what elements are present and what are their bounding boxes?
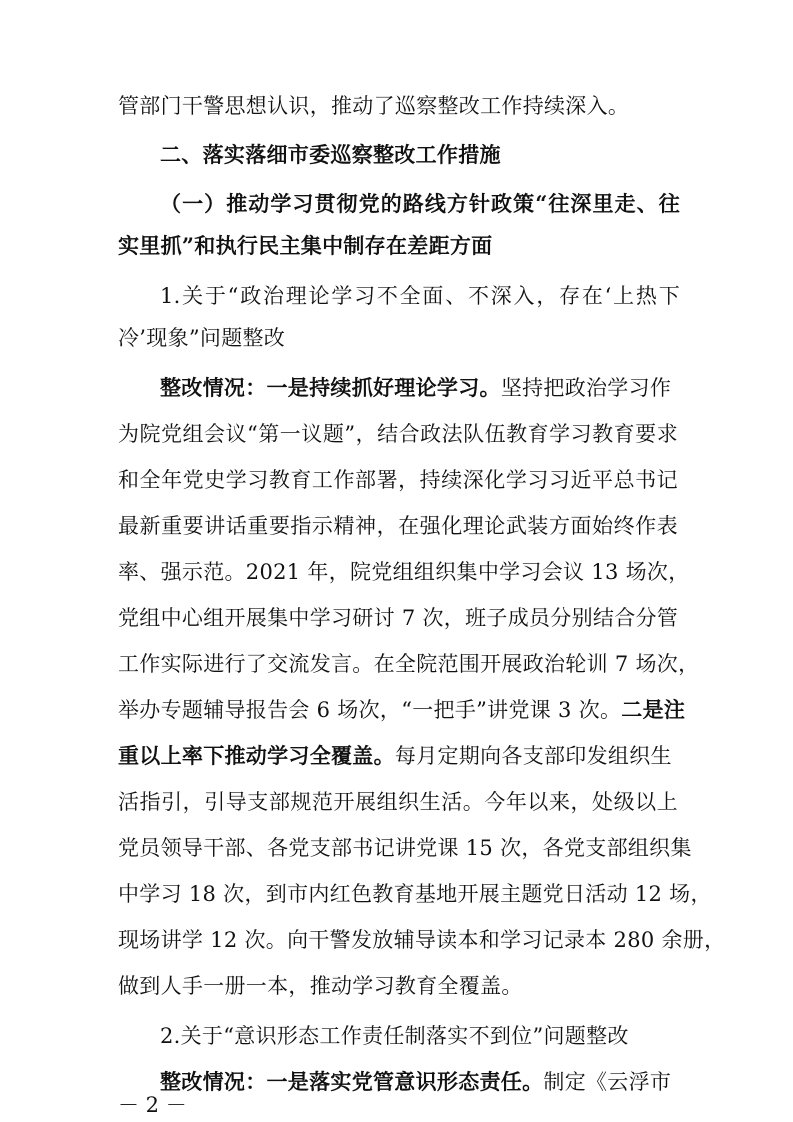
paragraph-line: 现场讲学 12 次。向干警发放辅导读本和学习记录本 280 余册， bbox=[118, 928, 726, 952]
paragraph-line: 做到人手一册一本，推动学习教育全覆盖。 bbox=[118, 974, 523, 998]
emphasis-text: 重以上率下推动学习全覆盖。 bbox=[118, 744, 395, 768]
paragraph-line: 举办专题辅导报告会 6 场次，“一把手”讲党课 3 次。二是注 bbox=[118, 698, 686, 722]
paragraph-line: 党组中心组开展集中学习研讨 7 次，班子成员分别结合分管 bbox=[118, 606, 679, 630]
item-heading: 2.关于“意识形态工作责任制落实不到位”问题整改 bbox=[160, 1024, 629, 1048]
emphasis-text: 一是持续抓好理论学习。 bbox=[266, 376, 501, 400]
subsection-heading: （一）推动学习贯彻党的路线方针政策“往深里走、往 bbox=[160, 191, 680, 216]
paragraph-line: 最新重要讲话重要指示精神，在强化理论武装方面始终作表 bbox=[118, 514, 678, 538]
emphasis-text: 二是注 bbox=[621, 698, 686, 722]
paragraph-line: 党员领导干部、各党支部书记讲党课 15 次，各党支部组织集 bbox=[118, 836, 692, 860]
rectification-label: 整改情况： bbox=[160, 1070, 267, 1094]
paragraph-line: 活指引，引导支部规范开展组织生活。今年以来，处级以上 bbox=[118, 790, 678, 814]
rectification-label: 整改情况： bbox=[160, 376, 267, 400]
item-heading: 1.关于“政治理论学习不全面、不深入，存在‘上热下 bbox=[160, 284, 680, 308]
paragraph-line: 整改情况：一是落实党管意识形态责任。制定《云浮市 bbox=[160, 1070, 672, 1094]
subsection-heading: 实里抓”和执行民主集中制存在差距方面 bbox=[118, 233, 493, 258]
paragraph-line: 为院党组会议“第一议题”，结合政法队伍教育学习教育要求 bbox=[118, 422, 678, 446]
item-heading: 冷’现象”问题整改 bbox=[118, 326, 286, 350]
paragraph-line: 工作实际进行了交流发言。在全院范围开展政治轮训 7 场次， bbox=[118, 652, 700, 676]
paragraph-line: 率、强示范。2021 年，院党组组织集中学习会议 13 场次， bbox=[118, 560, 690, 584]
emphasis-text: 一是落实党管意识形态责任。 bbox=[266, 1070, 544, 1094]
paragraph-line: 整改情况：一是持续抓好理论学习。坚持把政治学习作 bbox=[160, 376, 672, 400]
page-number: － 2 － bbox=[118, 1093, 187, 1117]
paragraph-line: 管部门干警思想认识，推动了巡察整改工作持续深入。 bbox=[118, 94, 630, 118]
section-heading: 二、落实落细市委巡察整改工作措施 bbox=[160, 143, 501, 167]
paragraph-line: 和全年党史学习教育工作部署，持续深化学习习近平总书记 bbox=[118, 468, 678, 492]
paragraph-line: 重以上率下推动学习全覆盖。每月定期向各支部印发组织生 bbox=[118, 744, 672, 768]
paragraph-line: 中学习 18 次，到市内红色教育基地开展主题党日活动 12 场， bbox=[118, 882, 712, 906]
